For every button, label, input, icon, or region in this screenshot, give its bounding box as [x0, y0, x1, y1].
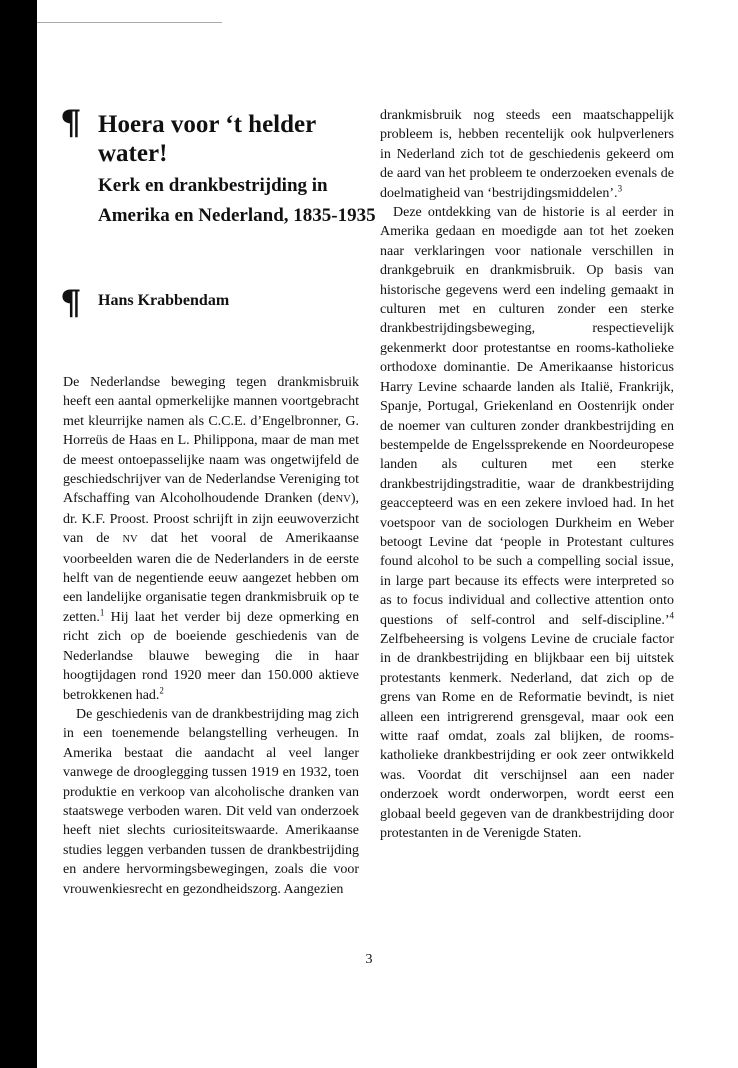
- title-pilcrow: ¶: [60, 103, 82, 143]
- author-name: Hans Krabbendam: [98, 292, 230, 309]
- author-pilcrow: ¶: [60, 283, 82, 323]
- top-rule: [37, 22, 222, 23]
- page-number: 3: [365, 952, 373, 967]
- right-column: [380, 106, 674, 843]
- abbreviation-nv: NV: [335, 494, 351, 506]
- abbreviation-nv: NV: [122, 534, 138, 546]
- paragraph: De Nederlandse beweging tegen drankmisbruik heeft een aantal opmerkelijke mannen voortgebracht met kleurrijke namen als C.C.E. d’Engelbronner, G. Horreüs de Haas en L. Philippona, maar de man met de meest ontoepasselijke naam was ongetwijfeld de geschiedschrijver van de Nederlandse Vereniging tot Afschaffing van Alcoholhoudende Dranken (deNV), dr. K.F. Proost. Proost schrijft in zijn eeuwoverzicht van de NV dat het vooral de Amerikaanse voorbeelden waren die de Nederlanders in de eerste helft van de negentiende eeuw aangezet hebben om een landelijke organisatie tegen drankmisbruik op te zetten.$^1$ Hij laat het verder bij deze opmerking en richt zich op de boeiende geschiedenis van de Nederlandse blauwe beweging die in haar hoogtijdagen rond 1920 meer dan 150.000 aktieve betrokkenen had.$^2$: [63, 375, 359, 703]
- paragraph: De geschiedenis van de drankbestrijding mag zich in een toenemende belangstelling verheugen. In Amerika bestaat die aandacht al veel langer vanwege de drooglegging tussen 1919 en 1932, toen produktie en verkoop van alcoholische dranken van staatswege verboden waren. Dit veld van onderzoek heeft niet slechts curiositeitswaarde. Amerikaanse studies leggen verbanden tussen de drankbestrijding en andere hervormingsbewegingen, zoals die voor vrouwenkiesrecht en gezondheidszorg. Aangezien: [63, 706, 359, 897]
- article-subtitle: Kerk en drankbestrijding in Amerika en Nederland, 1835-1935: [98, 175, 376, 226]
- paragraph: Deze ontdekking van de historie is al eerder in Amerika gedaan en moedigde aan tot het zoeken naar verklaringen voor nationale verschillen in drankgebruik en drankmisbruik. Op basis van historische gegevens werd een indeling gemaakt in culturen met en culturen zonder een sterke drankbestrijdingsbeweging, respectievelijk gekenmerkt door protestantse en rooms-katholieke orthodoxe dominantie. De Amerikaanse historicus Harry Levine schaarde landen als Italië, Frankrijk, Spanje, Portugal, Griekenland en Oostenrijk onder de noemer van culturen zonder drankbestrijding en bestempelde de Engelssprekende en Noordeuropese landen als culturen met een sterke drankbestrijdingstraditie, waar de drankbestrijding geaccepteerd was en een zekere invloed had. In het voetspoor van de sociologen Durkheim en Weber betoogt Levine dat ‘people in Protestant cultures found alcohol to be such a compelling social issue, in large part because its effects were interpreted so as to focus individual and collective attention onto questions of self-control and self-discipline.’$^4$ Zelfbeheersing is volgens Levine de cruciale factor in de drankbestrijding en blijkbaar een bij uitstek protestants kenmerk. Nederland, dat zich op de grens van Rome en de Reformatie bevindt, is niet alleen een intrigrerend grensgeval, maar ook een witte raaf omdat, zoals zal blijken, de rooms-katholieke drankbestrijding er ook zeer ontwikkeld was. Voordat dit verschijnsel aan een nader onderzoek wordt onderworpen, wordt eerst een globaal beeld gegeven van de drankbestrijding door protestanten in de Verenigde Staten.: [380, 205, 674, 842]
- footnote-ref: 4: [669, 609, 674, 620]
- left-column: [63, 373, 359, 899]
- paragraph: drankmisbruik nog steeds een maatschappelijk probleem is, hebben recentelijk ook hulpverleners in Nederland zich tot de geschiedenis gekeerd om de aard van het probleem te onderzoeken evenals de doelmatigheid van ‘bestrijdingsmiddelen’.$^3$: [380, 108, 674, 201]
- footnote-ref: 2: [159, 684, 164, 695]
- footnote-ref: 3: [617, 182, 623, 193]
- article-title: Hoera voor ‘t helder water!: [98, 111, 316, 167]
- footnote-ref: 1: [99, 607, 105, 618]
- scan-margin-bar: [0, 0, 37, 1068]
